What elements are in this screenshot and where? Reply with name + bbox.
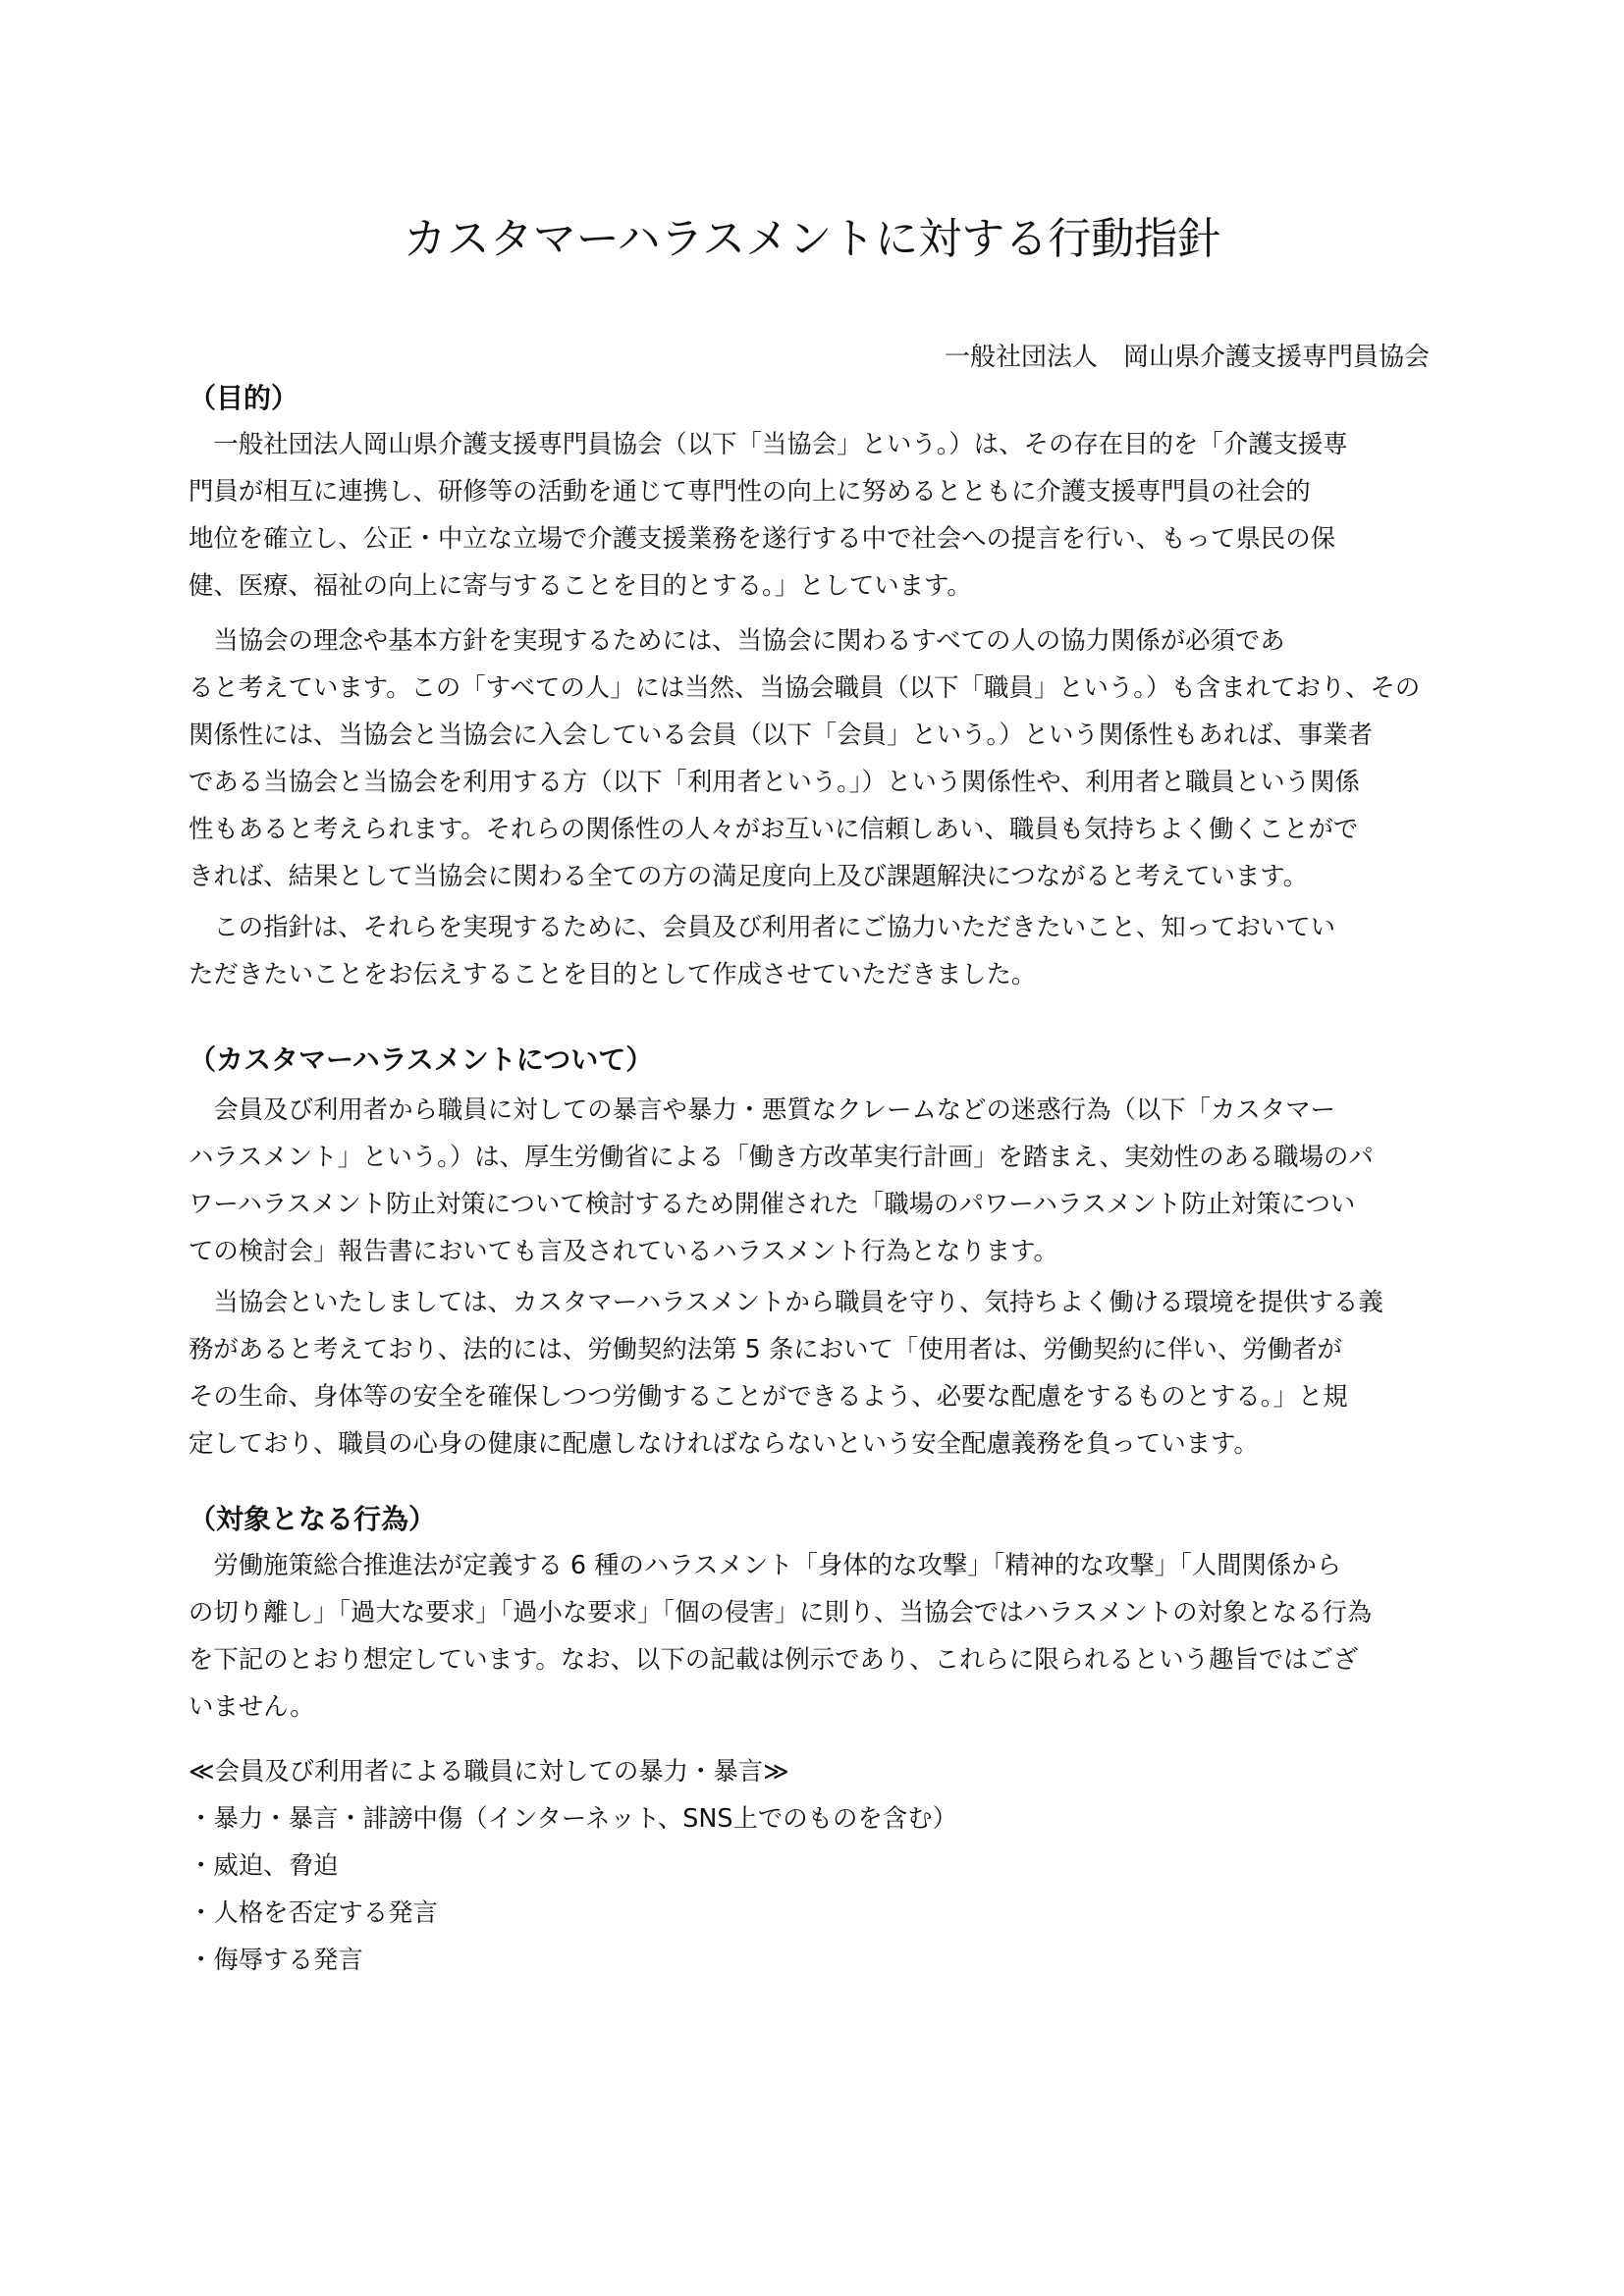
paragraph — [189, 903, 1455, 997]
paragraph-line: 健、医療、福祉の向上に寄与することを目的とする。」としています。 — [189, 570, 972, 600]
paragraph-line: 労働施策総合推進法が定義する 6 種のハラスメント「身体的な攻撃」「精神的な攻撃」「人間関係から — [189, 1550, 1342, 1579]
list-title: ≪会員及び利用者による職員に対しての暴力・暴言≫ — [189, 1756, 789, 1786]
paragraph-line: の切り離し」「過大な要求」「過小な要求」「個の侵害」に則り、当協会ではハラスメントの対象となる行為 — [189, 1597, 1373, 1627]
paragraph-line: 当協会といたしましては、カスタマーハラスメントから職員を守り、気持ちよく働ける環境を提供する義 — [189, 1287, 1383, 1316]
paragraph-line: いません。 — [189, 1691, 315, 1721]
paragraph-line: ての検討会」報告書においても言及されているハラスメント行為となります。 — [189, 1236, 1058, 1265]
paragraph-line: その生命、身体等の安全を確保しつつ労働することができるよう、必要な配慮をするものとする。」と規 — [189, 1381, 1348, 1411]
paragraph — [189, 616, 1455, 899]
section-heading-purpose: （目的） — [189, 382, 299, 414]
bullet-list — [189, 1794, 957, 1983]
paragraph-line: きれば、結果として当協会に関わる全ての方の満足度向上及び課題解決につながると考えています。 — [189, 861, 1309, 890]
paragraph — [189, 1086, 1455, 1274]
paragraph-line: を下記のとおり想定しています。なお、以下の記載は例示であり、これらに限られるという趣旨ではござ — [189, 1644, 1359, 1674]
paragraph — [189, 1278, 1455, 1467]
document-title: カスタマーハラスメントに対する行動指針 — [403, 214, 1221, 264]
paragraph-line: 性もあると考えられます。それらの関係性の人々がお互いに信頼しあい、職員も気持ちよく働くことがで — [189, 814, 1359, 843]
organization-name: 一般社団法人 岡山県介護支援専門員協会 — [944, 343, 1430, 372]
paragraph — [189, 420, 1455, 609]
list-item: ・人格を否定する発言 — [189, 1897, 438, 1927]
paragraph-line: である当協会と当協会を利用する方（以下「利用者という。」）という関係性や、利用者と職員という関係 — [189, 767, 1360, 796]
paragraph-line: 関係性には、当協会と当協会に入会している会員（以下「会員」という。）という関係性もあれば、事業者 — [189, 720, 1374, 749]
list-item: ・暴力・暴言・誹謗中傷（インターネット、SNS上でのものを含む） — [189, 1803, 957, 1833]
list-item: ・威迫、脅迫 — [189, 1850, 339, 1880]
paragraph-line: 一般社団法人岡山県介護支援専門員協会（以下「当協会」という。）は、その存在目的を「介護支援専 — [189, 429, 1348, 458]
section-heading-target-acts: （対象となる行為） — [189, 1503, 437, 1535]
paragraph-line: ると考えています。この「すべての人」には当然、当協会職員（以下「職員」という。）も含まれており、その — [189, 672, 1421, 702]
paragraph-line: ハラスメント」という。）は、厚生労働省による「働き方改革実行計画」を踏まえ、実効性のある職場のパ — [189, 1142, 1374, 1171]
paragraph-line: 定しており、職員の心身の健康に配慮しなければならないという安全配慮義務を負っています。 — [189, 1428, 1259, 1458]
paragraph-line: ワーハラスメント防止対策について検討するため開催された「職場のパワーハラスメント防止対策につい — [189, 1189, 1356, 1218]
section-heading-customer-harassment: （カスタマーハラスメントについて） — [189, 1043, 654, 1076]
paragraph-line: 門員が相互に連携し、研修等の活動を通じて専門性の向上に努めるとともに介護支援専門員の社会的 — [189, 476, 1311, 506]
paragraph-line: 務があると考えており、法的には、労働契約法第 5 条において「使用者は、労働契約に伴い、労働者が — [189, 1334, 1342, 1363]
paragraph-line: ただきたいことをお伝えすることを目的として作成させていただきました。 — [189, 959, 1037, 988]
paragraph — [189, 1541, 1455, 1730]
paragraph-line: 会員及び利用者から職員に対しての暴言や暴力・悪質なクレームなどの迷惑行為（以下「カスタマー — [189, 1095, 1335, 1124]
paragraph-line: 地位を確立し、公正・中立な立場で介護支援業務を遂行する中で社会への提言を行い、もって県民の保 — [189, 523, 1335, 553]
paragraph-line: 当協会の理念や基本方針を実現するためには、当協会に関わるすべての人の協力関係が必須であ — [189, 625, 1285, 655]
paragraph-line: この指針は、それらを実現するために、会員及び利用者にご協力いただきたいこと、知っておいてい — [189, 912, 1335, 941]
list-item: ・侮辱する発言 — [189, 1945, 363, 1974]
